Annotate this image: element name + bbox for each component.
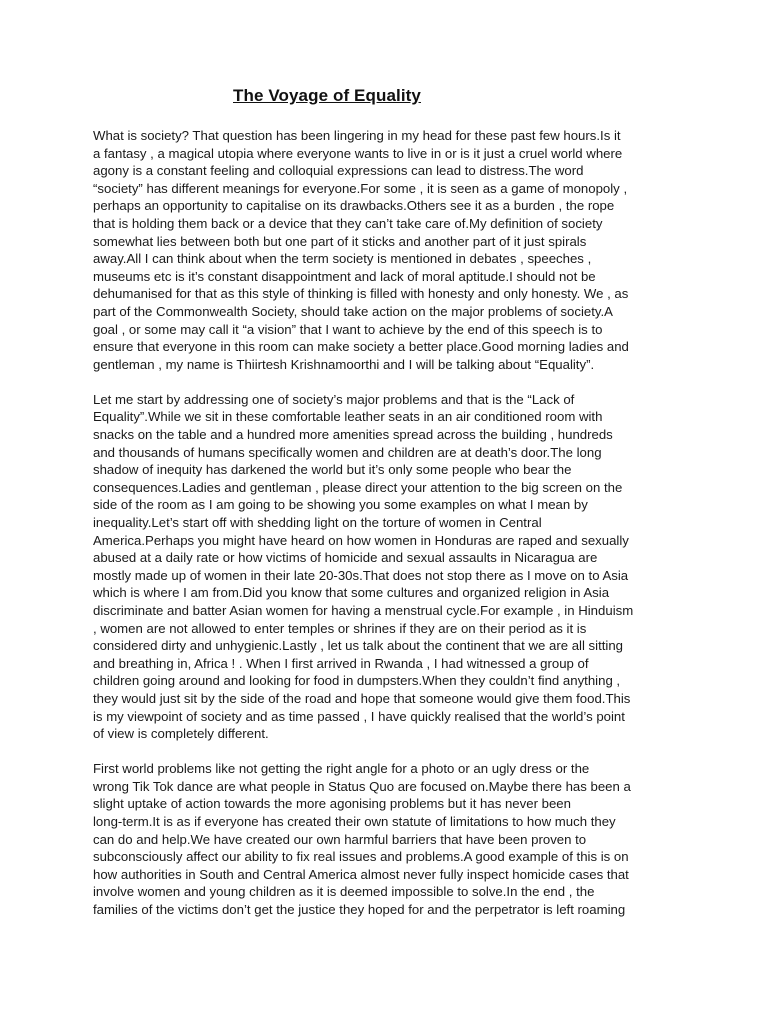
text-line: Equality”.While we sit in these comfortable leather seats in an air conditioned room with: [93, 409, 603, 425]
text-line: wrong Tik Tok dance are what people in Status Quo are focused on.Maybe there has been a: [93, 778, 631, 794]
text-line: snacks on the table and a hundred more amenities spread across the building , hundreds: [93, 427, 613, 442]
text-line: how authorities in South and Central America almost never fully inspect homicide cases that: [93, 866, 629, 882]
text-line: What is society? That question has been lingering in my head for these past few hours.Is it: [93, 128, 621, 143]
text-line: and thousands of humans specifically women and children are at death’s door.The long: [93, 444, 602, 460]
text-line: away.All I can think about when the term society is mentioned in debates , speeches ,: [93, 251, 592, 267]
text-line: and breathing in, Africa ! . When I first arrived in Rwanda , I had witnessed a group of: [93, 655, 589, 671]
text-line: a fantasy , a magical utopia where everyone wants to live in or is it just a cruel world where: [93, 145, 623, 161]
text-line: subconsciously affect our ability to fix real issues and problems.A good example of this is on: [93, 849, 629, 865]
text-line: shadow of inequity has darkened the world but it’s only some people who bear the: [93, 462, 572, 478]
text-line: America.Perhaps you might have heard on how women in Honduras are raped and sexually: [93, 532, 629, 548]
body-paragraph: [93, 391, 681, 743]
text-line: part of the Commonwealth Society, should take action on the major problems of society.A: [93, 303, 613, 319]
text-line: gentleman , my name is Thiirtesh Krishnamoorthi and I will be talking about “Equality”.: [93, 356, 595, 372]
text-line: families of the victims don’t get the justice they hoped for and the perpetrator is left roaming: [93, 901, 626, 917]
text-line: agony is a constant feeling and colloquial expressions can lead to distress.The word: [93, 163, 584, 179]
text-line: perhaps an opportunity to capitalise on its drawbacks.Others see it as a burden , the rope: [93, 198, 615, 214]
text-line: mostly made up of women in their late 20-30s.That does not stop there as I move on to Asia: [93, 567, 629, 583]
text-line: museums etc is it’s constant disappointment and lack of moral aptitude.I should not be: [93, 268, 596, 284]
text-line: “society” has different meanings for everyone.For some , it is seen as a game of monopoly ,: [93, 180, 628, 196]
document-body: [93, 127, 681, 936]
text-line: side of the room as I am going to be showing you some examples on what I mean by: [93, 497, 588, 513]
text-line: that is holding them back or a device that they can’t take care of.My definition of society: [93, 215, 603, 231]
document-title: The Voyage of Equality: [233, 86, 421, 105]
text-line: slight uptake of action towards the more agonising problems but it has never been: [93, 796, 571, 812]
text-line: considered dirty and unhygienic.Lastly , let us talk about the continent that we are all sitting: [93, 638, 624, 654]
text-line: dehumanised for that as this style of thinking is filled with honesty and only honesty. We , as: [93, 286, 629, 302]
text-line: of view is completely different.: [93, 726, 269, 742]
text-line: discriminate and batter Asian women for having a menstrual cycle.For example , in Hinduism: [93, 602, 634, 618]
text-line: they would just sit by the side of the road and hope that someone would give them food.This: [93, 690, 631, 706]
text-line: children going around and looking for food in dumpsters.When they couldn’t find anything ,: [93, 673, 621, 689]
text-line: First world problems like not getting the right angle for a photo or an ugly dress or the: [93, 761, 590, 777]
text-line: ensure that everyone in this room can make society a better place.Good morning ladies and: [93, 339, 629, 355]
body-paragraph: [93, 760, 681, 918]
text-line: which is where I am from.Did you know that some cultures and organized religion in Asia: [93, 585, 610, 601]
body-paragraph: [93, 127, 681, 373]
text-line: is my viewpoint of society and as time passed , I have quickly realised that the world’s point: [93, 708, 625, 724]
text-line: Let me start by addressing one of society’s major problems and that is the “Lack of: [93, 391, 575, 407]
text-line: involve women and young children as it is deemed impossible to solve.In the end , the: [93, 884, 595, 900]
text-line: somewhat lies between both but one part of it sticks and another part of it just spirals: [93, 233, 587, 249]
text-line: inequality.Let’s start off with shedding light on the torture of women in Central: [93, 514, 542, 530]
text-line: , women are not allowed to enter temples or shrines if they are on their period as it is: [93, 620, 587, 636]
text-line: long-term.It is as if everyone has created their own statute of limitations to how much they: [93, 813, 616, 829]
text-line: abused at a daily rate or how victims of homicide and sexual assaults in Nicaragua are: [93, 550, 598, 566]
text-line: can do and help.We have created our own harmful barriers that have been proven to: [93, 831, 587, 847]
text-line: consequences.Ladies and gentleman , please direct your attention to the big screen on the: [93, 479, 623, 495]
text-line: goal , or some may call it “a vision” that I want to achieve by the end of this speech is to: [93, 321, 603, 337]
